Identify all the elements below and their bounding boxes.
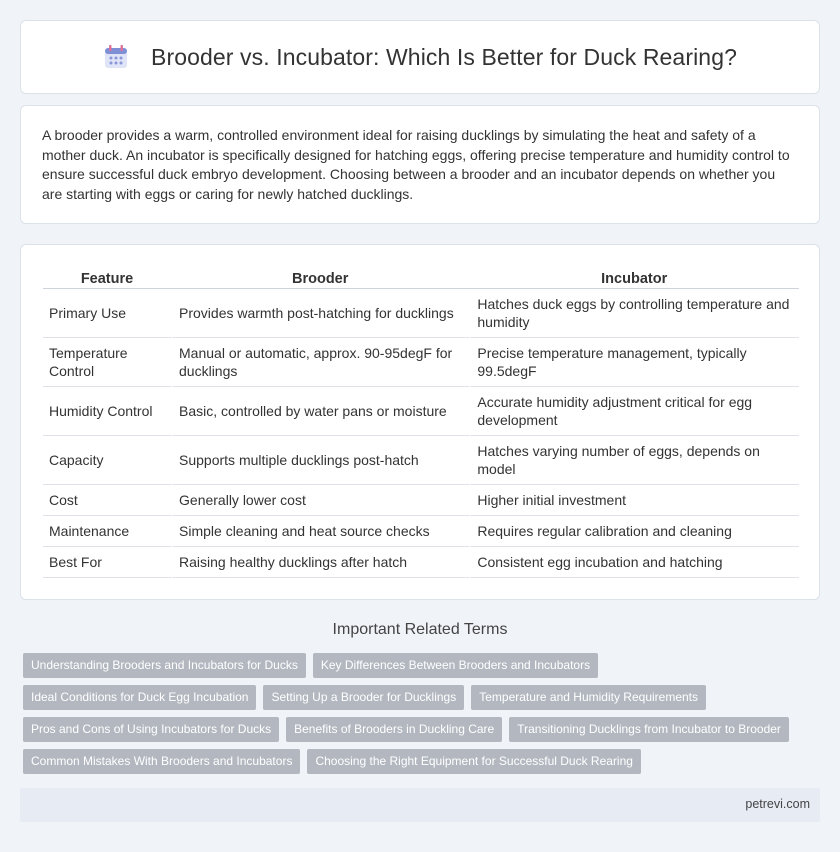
brooder-cell: Raising healthy ducklings after hatch	[171, 547, 469, 578]
incubator-cell: Hatches duck eggs by controlling temperature and humidity	[469, 289, 799, 338]
brooder-cell: Provides warmth post-hatching for ducklings	[171, 289, 469, 338]
column-header-feature: Feature	[43, 267, 171, 289]
tag-row	[23, 685, 823, 710]
related-term-link[interactable]: Common Mistakes With Brooders and Incubators	[23, 749, 300, 774]
table-row	[43, 387, 799, 436]
related-term-link[interactable]: Pros and Cons of Using Incubators for Ducks	[23, 717, 279, 742]
incubator-cell: Accurate humidity adjustment critical for egg development	[469, 387, 799, 436]
table-row	[43, 338, 799, 387]
column-header-incubator: Incubator	[469, 267, 799, 289]
feature-cell: Humidity Control	[43, 387, 171, 436]
incubator-cell: Hatches varying number of eggs, depends on model	[469, 436, 799, 485]
brooder-cell: Generally lower cost	[171, 485, 469, 516]
table-row	[43, 485, 799, 516]
incubator-cell: Requires regular calibration and cleaning	[469, 516, 799, 547]
feature-cell: Cost	[43, 485, 171, 516]
incubator-cell: Consistent egg incubation and hatching	[469, 547, 799, 578]
table-row	[43, 516, 799, 547]
tag-row	[23, 717, 823, 742]
table-row	[43, 289, 799, 338]
intro-paragraph: A brooder provides a warm, controlled environment ideal for raising ducklings by simulating the heat and safety of a mother duck. An incubator is specifically designed for hatching eggs, offering precise temperature and humidity control to ensure successful duck embryo development. Choosing between a brooder and an incubator depends on whether you are starting with eggs or caring for newly hatched ducklings.	[42, 127, 790, 202]
feature-cell: Temperature Control	[43, 338, 171, 387]
feature-cell: Capacity	[43, 436, 171, 485]
incubator-cell: Precise temperature management, typically 99.5degF	[469, 338, 799, 387]
feature-cell: Primary Use	[43, 289, 171, 338]
related-term-link[interactable]: Transitioning Ducklings from Incubator to Brooder	[509, 717, 789, 742]
intro-card	[20, 105, 820, 224]
brooder-cell: Manual or automatic, approx. 90-95degF for ducklings	[171, 338, 469, 387]
brooder-cell: Basic, controlled by water pans or moisture	[171, 387, 469, 436]
related-terms-list	[23, 653, 823, 781]
feature-cell: Best For	[43, 547, 171, 578]
table-header-row	[43, 267, 799, 289]
related-term-link[interactable]: Benefits of Brooders in Duckling Care	[286, 717, 502, 742]
related-term-link[interactable]: Setting Up a Brooder for Ducklings	[263, 685, 464, 710]
incubator-cell: Higher initial investment	[469, 485, 799, 516]
related-term-link[interactable]: Key Differences Between Brooders and Incubators	[313, 653, 598, 678]
related-term-link[interactable]: Choosing the Right Equipment for Successful Duck Rearing	[307, 749, 641, 774]
site-name[interactable]: petrevi.com	[745, 797, 810, 811]
calendar-icon	[103, 44, 129, 70]
related-term-link[interactable]: Temperature and Humidity Requirements	[471, 685, 706, 710]
comparison-table	[43, 267, 799, 578]
feature-cell: Maintenance	[43, 516, 171, 547]
title-card	[20, 20, 820, 94]
column-header-brooder: Brooder	[171, 267, 469, 289]
page-title: Brooder vs. Incubator: Which Is Better for Duck Rearing?	[151, 43, 737, 70]
related-term-link[interactable]: Understanding Brooders and Incubators for Ducks	[23, 653, 306, 678]
related-terms-heading: Important Related Terms	[332, 621, 508, 638]
comparison-table-card	[20, 244, 820, 600]
footer	[20, 788, 820, 822]
related-term-link[interactable]: Ideal Conditions for Duck Egg Incubation	[23, 685, 256, 710]
table-row	[43, 436, 799, 485]
brooder-cell: Simple cleaning and heat source checks	[171, 516, 469, 547]
tag-row	[23, 653, 823, 678]
brooder-cell: Supports multiple ducklings post-hatch	[171, 436, 469, 485]
table-row	[43, 547, 799, 578]
tag-row	[23, 749, 823, 774]
